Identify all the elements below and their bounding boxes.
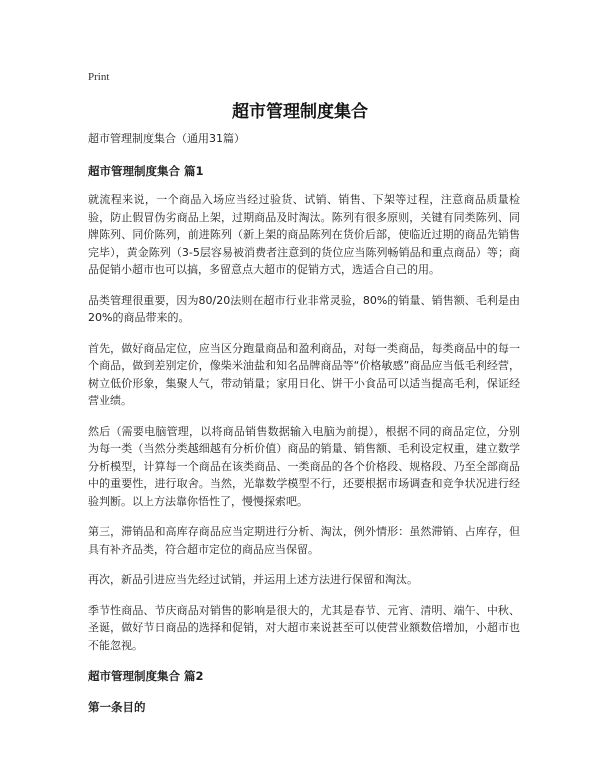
- paragraph-process: 就流程来说，一个商品入场应当经过验货、试销、销售、下架等过程，注意商品质量检验，防止假冒伪劣商品上架，过期商品及时淘汰。陈列有很多原则，关键有同类陈列、同牌陈列、同价陈列，前进陈列（新上架的商品陈列在货价后部，使临近过期的商品先销售完毕），黄金陈列（3-5层容易被消费者注意到的货位应当陈列畅销品和重点商品）等；商品促销小超市也可以搞，多留意点大超市的促销方式，选适合自己的用。: [88, 193, 520, 276]
- paragraph-slow-sellers: 第三，滞销品和高库存商品应当定期进行分析、淘汰，例外情形：虽然滞销、占库存，但具有补齐品类，符合超市定位的商品应当保留。: [88, 525, 520, 556]
- section-heading-2: 超市管理制度集合 篇2: [88, 669, 204, 683]
- paragraph-seasonal: 季节性商品、节庆商品对销售的影响是很大的，尤其是春节、元宵、清明、端午、中秋、圣诞，做好节日商品的选择和促销，对大超市来说甚至可以使营业额数倍增加，小超市也不能忽视。: [88, 603, 520, 652]
- section-heading-1: 超市管理制度集合 篇1: [88, 164, 204, 178]
- paragraph-new-products: 再次，新品引进应当先经过试销，并运用上述方法进行保留和淘汰。: [88, 573, 418, 586]
- document-subtitle: 超市管理制度集合（通用31篇）: [88, 132, 245, 145]
- page-title: 超市管理制度集合: [232, 102, 368, 122]
- print-link[interactable]: Print: [88, 71, 110, 83]
- document-body: [88, 130, 520, 727]
- paragraph-analysis: 然后（需要电脑管理，以将商品销售数据输入电脑为前提），根据不同的商品定位，分别为每一类（当然分类越细越有分析价值）商品的销量、销售额、毛利设定权重，建立数学分析模型，计算每一个商品在该类商品、一类商品的各个价格段、规格段、乃至全部商品中的重要性，进行取舍。当然，光靠数学模型不行，还要根据市场调查和竞争状况进行经验判断。以上方法靠你悟性了，慢慢探索吧。: [88, 424, 520, 508]
- paragraph-category: 品类管理很重要，因为80/20法则在超市行业非常灵验，80%的销量、销售额、毛利是由20%的商品带来的。: [88, 293, 520, 324]
- paragraph-positioning: 首先，做好商品定位，应当区分跑量商品和盈利商品，对每一类商品，每类商品中的每一个商品，做到差别定价，像柴米油盐和知名品牌商品等“价格敏感”商品应当低毛利经营，树立低价形象，集聚人气，带动销量；家用日化、饼干小食品可以适当提高毛利，保证经营业绩。: [88, 341, 520, 407]
- article-heading: 第一条目的: [88, 700, 146, 714]
